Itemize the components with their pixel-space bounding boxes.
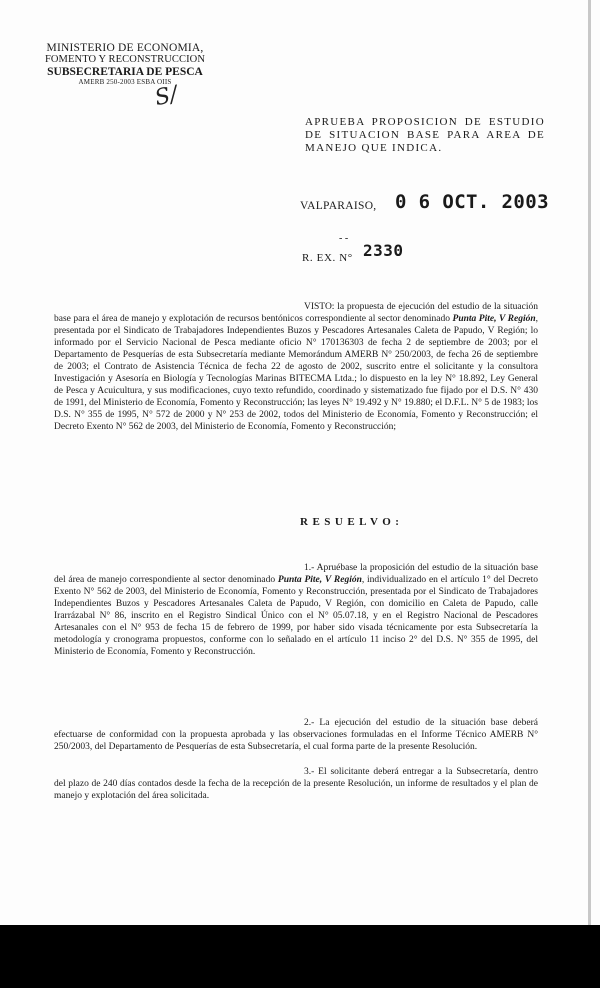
article-3: [54, 766, 538, 802]
resolution-subject: APRUEBA PROPOSICION DE ESTUDIO DE SITUACION BASE PARA AREA DE MANEJO QUE INDICA.: [305, 116, 545, 154]
visto-place: Punta Pite, V Región: [452, 314, 536, 324]
article-3-lead: 3.-: [304, 767, 315, 777]
page-edge-shadow: [588, 0, 591, 925]
article-1-place: Punta Pite, V Región: [277, 575, 362, 585]
article-2-text: La ejecución del estudio de la situación base deberá efectuarse de conformidad con la propuesta aprobada y las observaciones formuladas en el Informe Técnico AMERB N° 250/2003, del Departamento de Pesquerías de esta Subsecretaría, el cual forma parte de la presente Resolución.: [54, 718, 538, 752]
rex-dash: - -: [339, 233, 349, 244]
article-1-text-1: la proposición del estudio de la situación base del área de manejo correspondiente al sector denominado: [54, 563, 538, 585]
article-2: [54, 717, 538, 753]
date-stamp: 0 6 OCT. 2003: [395, 191, 549, 213]
visto-lead: VISTO:: [304, 302, 335, 312]
reference-code: AMERB 250-2003 ESBA OIIS: [78, 78, 172, 86]
article-3-text: El solicitante deberá entregar a la Subsecretaría, dentro del plazo de 240 días contados desde la fecha de la recepción de la presente Resolución, un informe de resultados y el plan de manejo y explotación del área solicitada.: [54, 767, 538, 801]
resuelvo-heading: RESUELVO:: [300, 516, 404, 528]
letterhead: [40, 42, 210, 87]
handwritten-initials: S/: [152, 81, 180, 112]
article-1-text-2: , individualizado en el artículo 1° del Decreto Exento N° 562 de 2003, del Ministerio de Economía, Fomento y Reconstrucción, presentada por el Sindicato de Trabajadores Independientes Buzos y Pescadores Artesanales Caleta de Papudo, V Región, con domicilio en Caleta de Papudo, calle Irarrázabal N° 86, inscrito en el Registro Sindical Único con el N° 05.07.18, y en el Registro Nacional de Pescadores Artesanales con el N° 953 de fecha 15 de febrero de 1999, por haber sido visada técnicamente por esta Subsecretaría la metodología y cronograma propuestos, conforme con lo señalado en el artículo 11 inciso 2° del D.S. N° 355 de 1995, del Ministerio de Economía, Fomento y Reconstrucción.: [54, 575, 538, 657]
rex-number-stamp: 2330: [363, 241, 404, 260]
scan-border: [0, 925, 600, 988]
visto-text-2: , presentada por el Sindicato de Trabajadores Independientes Buzos y Pescadores Artesanales Caleta de Papudo, V Región; lo informado por el Servicio Nacional de Pesca mediante oficio N° 170136303 de fecha 2 de septiembre de 2003; por el Departamento de Pesquerías de esta Subsecretaría mediante Memorándum AMERB N° 250/2003, de fecha 26 de septiembre de 2003; el Contrato de Asistencia Técnica de fecha 22 de agosto de 2002, suscrito entre el solicitante y la consultora Investigación y Asesoría en Biología y Tecnologías Marinas BITECMA Ltda.; lo dispuesto en la ley N° 18.892, Ley General de Pesca y Acuicultura, y sus modificaciones, cuyo texto refundido, coordinado y sistematizado fue fijado por el D.S. N° 430 de 1991, del Ministerio de Economía, Fomento y Reconstrucción; las leyes N° 19.492 y N° 19.880; el D.F.L. N° 5 de 1983; los D.S. N° 355 de 1995, N° 572 de 2000 y N° 253 de 2002, todos del Ministerio de Economía, Fomento y Reconstrucción; el Decreto Exento N° 562 de 2003, del Ministerio de Economía, Fomento y Reconstrucción;: [54, 314, 538, 432]
article-1-lead: 1.- Apruébase: [304, 563, 358, 573]
rex-label: R. EX. N°: [302, 252, 353, 264]
subsecretaria-line: SUBSECRETARIA DE PESCA: [47, 66, 203, 78]
ministry-line-2: FOMENTO Y RECONSTRUCCION: [44, 54, 206, 65]
visto-paragraph: [54, 301, 538, 433]
ministry-line-1: MINISTERIO DE ECONOMIA,: [46, 42, 204, 54]
article-1: [54, 562, 538, 658]
city-label: VALPARAISO,: [300, 200, 377, 212]
visto-text-1: la propuesta de ejecución del estudio de la situación base para el área de manejo y explotación de recursos bentónicos correspondiente al sector denominado: [54, 302, 538, 324]
article-2-lead: 2.-: [304, 718, 315, 728]
